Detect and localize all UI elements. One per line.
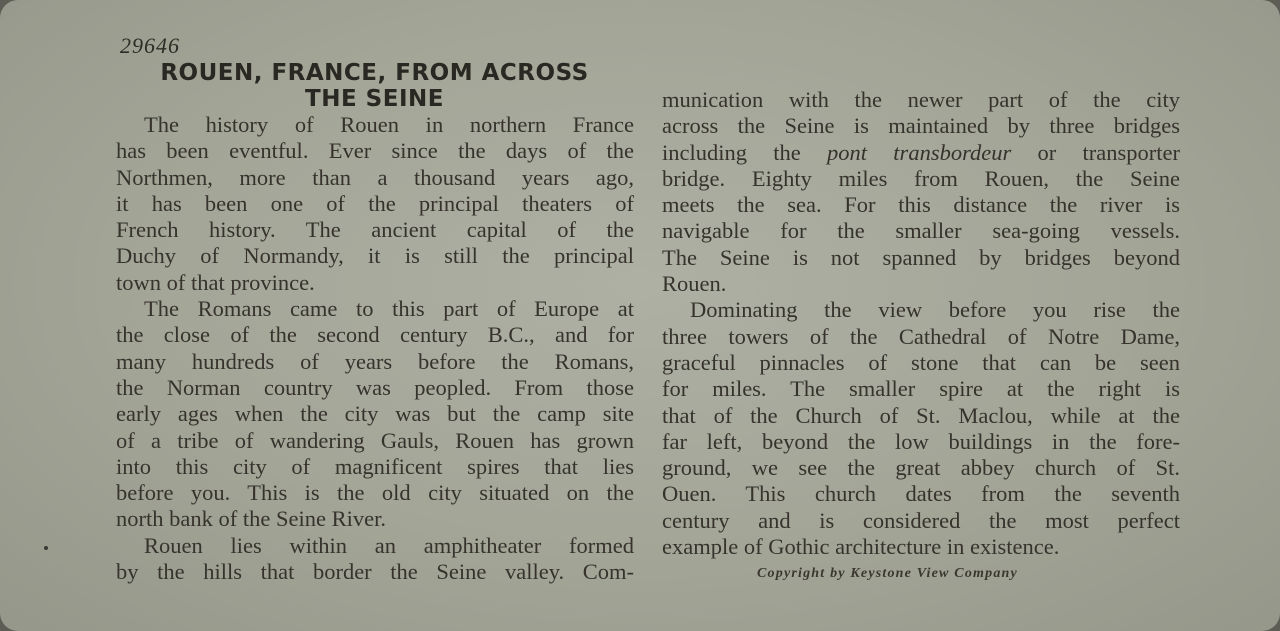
text-line: French history. The ancient capital of the <box>116 217 634 243</box>
text-line-with-italic <box>662 140 1180 166</box>
card-number: 29646 <box>120 33 180 58</box>
text-line: many hundreds of years before the Romans, <box>116 348 634 374</box>
text-line: town of that province. <box>116 269 315 295</box>
text-line: Rouen. <box>662 271 727 297</box>
text-line: for miles. The smaller spire at the right is <box>662 376 1180 402</box>
text-line: Duchy of Normandy, it is still the principal <box>116 243 634 269</box>
text-line: Dominating the view before you rise the <box>690 297 1180 323</box>
text-line: munication with the newer part of the city <box>662 87 1180 112</box>
text-line: The history of Rouen in northern France <box>144 112 634 137</box>
text-line: graceful pinnacles of stone that can be seen <box>662 349 1180 375</box>
text-line: three towers of the Cathedral of Notre Dame, <box>662 323 1180 349</box>
text-line: ground, we see the great abbey church of St. <box>662 455 1180 481</box>
text-line: that of the Church of St. Maclou, while at the <box>662 402 1180 428</box>
text-line: The Seine is not spanned by bridges beyond <box>662 244 1180 270</box>
text-line: has been eventful. Ever since the days of the <box>116 138 634 164</box>
text-line: early ages when the city was but the camp site <box>116 401 634 427</box>
text-line: example of Gothic architecture in existence. <box>662 534 1060 560</box>
text-fragment: or transporter <box>1011 139 1181 165</box>
text-line: of a tribe of wandering Gauls, Rouen has grown <box>116 427 634 453</box>
text-line: across the Seine is maintained by three bridges <box>662 113 1180 139</box>
title-line-1: ROUEN, FRANCE, FROM ACROSS <box>160 60 589 86</box>
copyright-notice: Copyright by Keystone View Company <box>757 566 1018 581</box>
text-line: before you. This is the old city situated on the <box>116 480 634 506</box>
right-text-column <box>662 87 1180 560</box>
text-line: Ouen. This church dates from the seventh <box>662 481 1180 507</box>
text-line: by the hills that border the Seine valley. Com- <box>116 559 634 585</box>
text-line: into this city of magnificent spires that lies <box>116 453 634 479</box>
text-line: navigable for the smaller sea-going vessels. <box>662 218 1180 244</box>
text-line: Northmen, more than a thousand years ago, <box>116 164 634 190</box>
text-fragment: including the <box>662 139 828 165</box>
ink-speck <box>44 546 48 550</box>
text-line: century and is considered the most perfect <box>662 507 1180 533</box>
text-line: the close of the second century B.C., and for <box>116 322 634 348</box>
text-line: The Romans came to this part of Europe at <box>144 296 634 322</box>
title-line-2: THE SEINE <box>305 86 444 112</box>
text-line: meets the sea. For this distance the river is <box>662 192 1180 218</box>
text-line: bridge. Eighty miles from Rouen, the Seine <box>662 165 1180 191</box>
text-line: north bank of the Seine River. <box>116 506 386 532</box>
text-line: the Norman country was peopled. From those <box>116 374 634 400</box>
card-title <box>112 60 637 112</box>
left-text-column <box>116 112 634 585</box>
text-line: Rouen lies within an amphitheater formed <box>144 532 634 558</box>
text-line: it has been one of the principal theaters of <box>116 190 634 216</box>
italic-term: pont transbordeur <box>827 139 1012 165</box>
text-line: far left, beyond the low buildings in the fore- <box>662 428 1180 454</box>
